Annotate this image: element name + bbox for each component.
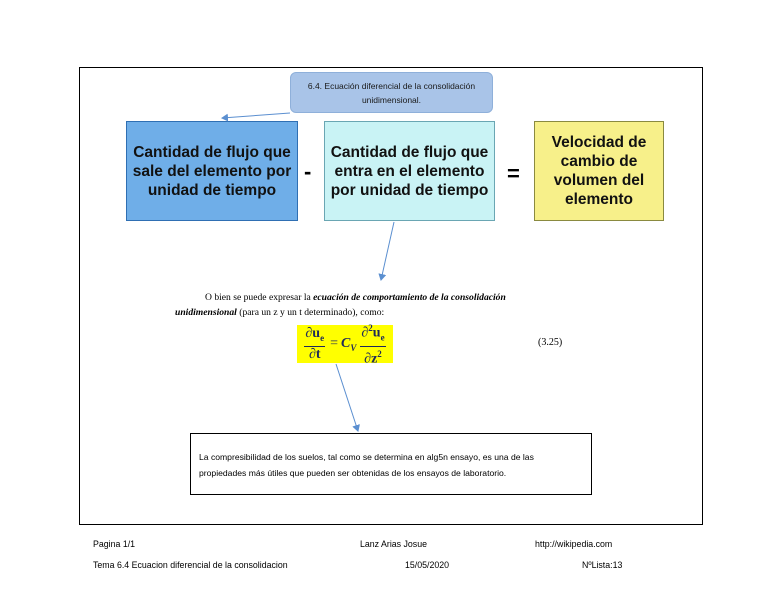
rhs-numerator-sub: e xyxy=(380,332,385,343)
intro-text-end: (para un z y un t determinado), como: xyxy=(236,307,385,318)
intro-emphasis-2: unidimensional xyxy=(175,307,237,318)
rhs-numerator-var: u xyxy=(372,326,381,342)
section-title-box xyxy=(290,72,493,113)
intro-paragraph xyxy=(175,290,607,320)
note-text: La compresibilidad de los suelos, tal como se determina en alg5n ensayo, es una de las propiedades más útiles que pueden ser obtenidas de los ensayos de laboratorio. xyxy=(199,452,534,478)
lhs-numerator: ∂u xyxy=(305,326,321,342)
footer-date: 15/05/2020 xyxy=(405,560,450,570)
lhs-numerator-sub: e xyxy=(320,332,325,343)
rhs-fraction xyxy=(360,321,385,366)
equation-number: (3.25) xyxy=(538,337,563,348)
footer-author: Lanz Arias Josue xyxy=(360,539,427,549)
rhs-numerator-sup: 2 xyxy=(368,323,373,334)
lhs-denominator: ∂t xyxy=(308,346,321,362)
minus-operator: - xyxy=(304,159,312,184)
consolidation-equation xyxy=(297,323,393,367)
equation-equals: = xyxy=(330,336,339,351)
flow-out-label: Cantidad de flujo que sale del elemento por unidad de tiempo xyxy=(132,143,292,199)
rhs-numerator: ∂ xyxy=(361,326,369,342)
footer-url: http://wikipedia.com xyxy=(535,539,613,549)
coefficient-sub: V xyxy=(350,342,357,353)
section-title: 6.4. Ecuación diferencial de la consolidación unidimensional. xyxy=(307,80,476,105)
footer-topic: Tema 6.4 Ecuacion diferencial de la consolidacion xyxy=(93,560,288,570)
lhs-fraction xyxy=(304,326,325,362)
rhs-denominator: ∂z xyxy=(364,351,378,367)
rhs-denominator-sup: 2 xyxy=(377,348,382,359)
footer-list-number: NºLista:13 xyxy=(582,560,623,570)
flow-in-label: Cantidad de flujo que entra en el elemento por unidad de tiempo xyxy=(330,143,489,199)
volume-change-box xyxy=(534,121,664,221)
equals-operator: = xyxy=(507,161,520,186)
intro-text-start: O bien se puede expresar la xyxy=(205,292,314,303)
volume-change-label: Velocidad de cambio de volumen del elemento xyxy=(551,134,647,208)
flow-in-box xyxy=(324,121,495,221)
coefficient: C xyxy=(341,335,351,351)
note-box xyxy=(190,433,592,495)
footer-page: Pagina 1/1 xyxy=(93,539,136,549)
flow-out-box xyxy=(126,121,298,221)
intro-emphasis-1: ecuación de comportamiento de la consolidación xyxy=(313,292,506,303)
